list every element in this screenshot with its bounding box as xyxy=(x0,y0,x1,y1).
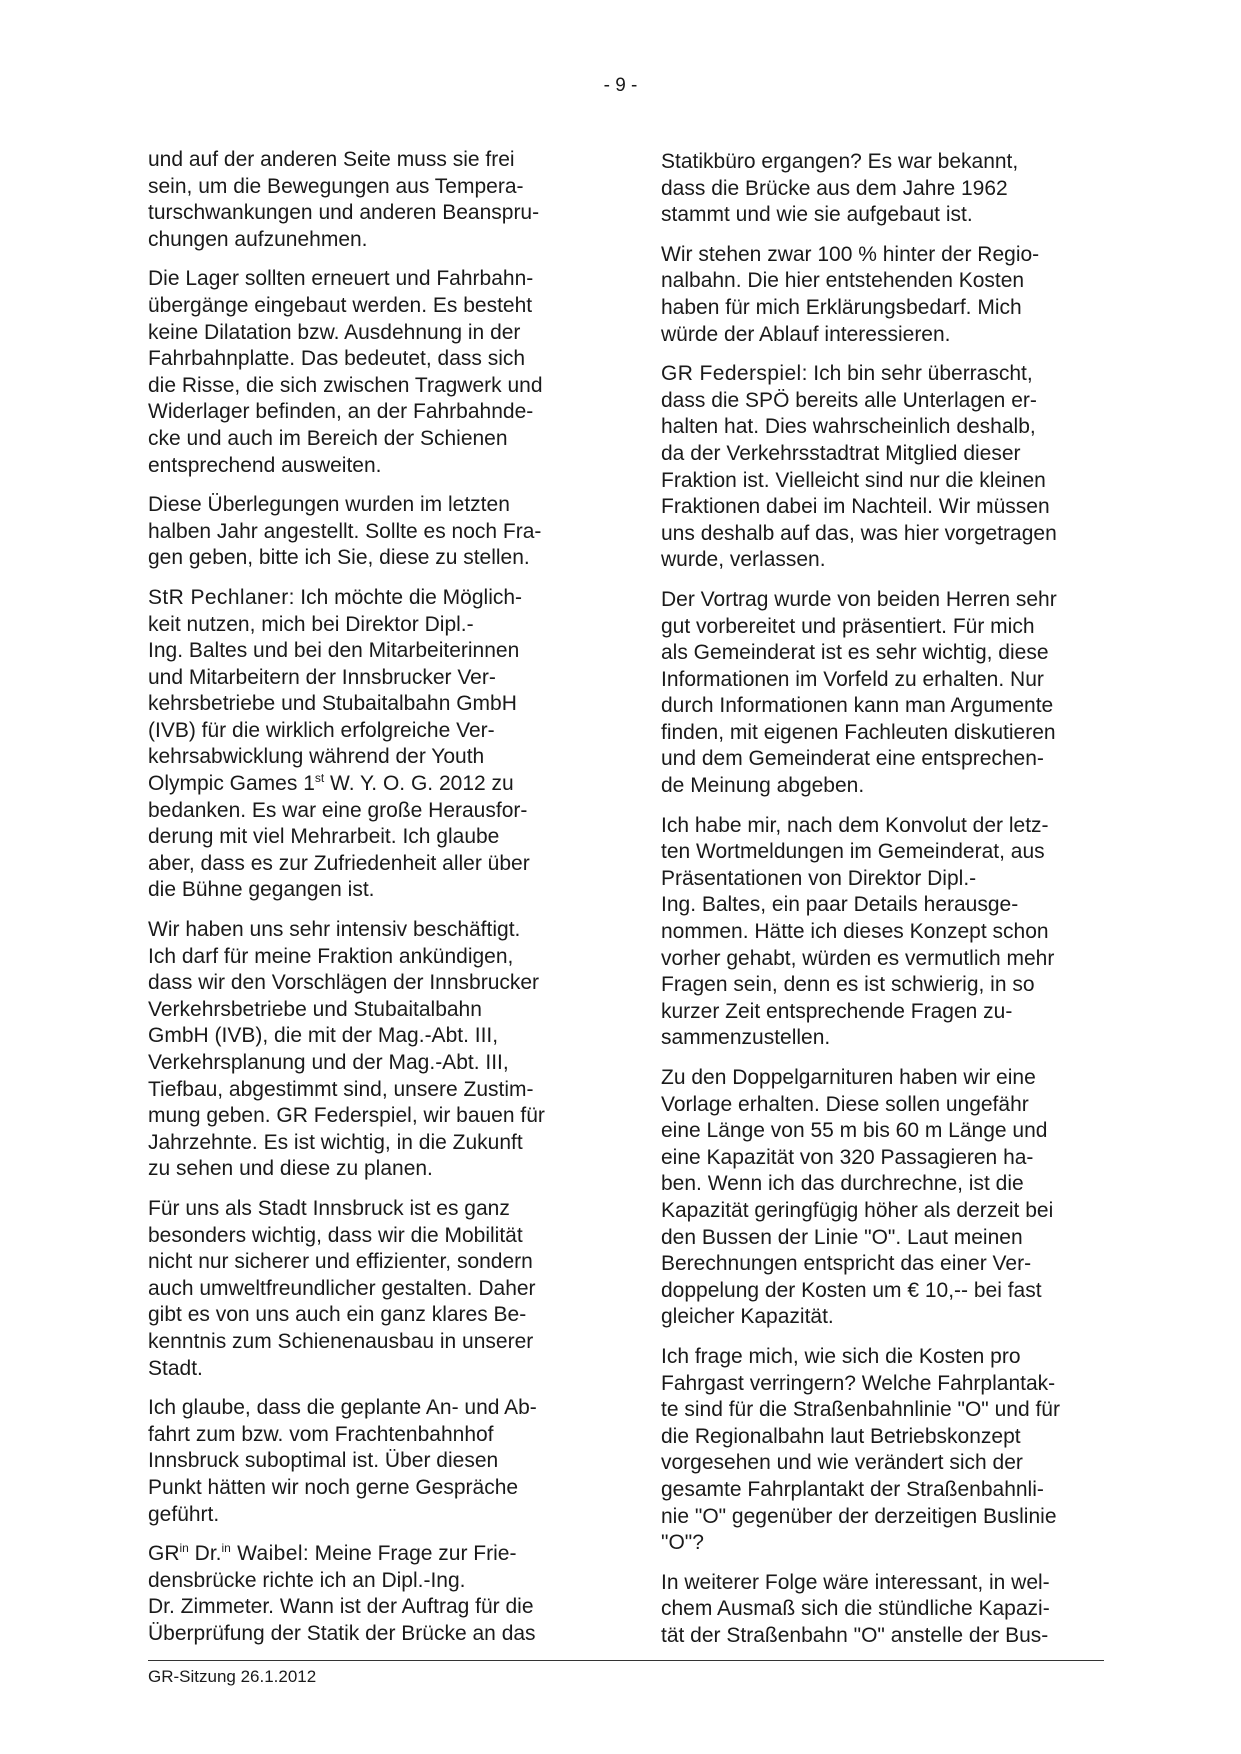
paragraph: Wir stehen zwar 100 % hinter der Regio- nalbahn. Die hier entstehenden Kosten haben für mich Erklärungsbedarf. Mich würde der Ablauf interessieren. xyxy=(661,242,1040,346)
superscript: in xyxy=(179,1541,189,1556)
paragraph: Ich glaube, dass die geplante An- und Ab- fahrt zum bzw. vom Frachtenbahnhof Innsbruck suboptimal ist. Über diesen Punkt hätten wir noch gerne Gespräche geführt. xyxy=(148,1396,537,1526)
speech-text: : Meine Frage zur Frie- densbrücke richte ich an Dipl.-Ing. Dr. Zimmeter. Wann ist der Auftrag für die Überprüfung der Statik der Brücke an das xyxy=(148,1542,536,1645)
speaker-name: StR Pechlaner xyxy=(148,585,289,609)
paragraph: Statikbüro ergangen? Es war bekannt, dass die Brücke aus dem Jahre 1962 stammt und wie sie aufgebaut ist. xyxy=(661,150,1019,227)
paragraph: und auf der anderen Seite muss sie frei sein, um die Bewegungen aus Tempera- turschwankungen und anderen Beanspru- chungen aufzunehmen. xyxy=(148,148,540,251)
speech-federspiel xyxy=(661,361,1101,574)
speech-text: : Ich möchte die Möglich- keit nutzen, mich bei Direktor Dipl.- Ing. Baltes und bei den Mitarbeiterinnen und Mitarbeitern der Innsbrucker Ver- kehrsbetriebe und Stubaitalbahn GmbH (IVB) für die wirklich erfolgreiche Ver- kehrsabwicklung während der Youth Olympic Games 1 xyxy=(148,585,523,796)
paragraph: In weiterer Folge wäre interessant, in wel- chem Ausmaß sich die stündliche Kapazi- tät der Straßenbahn "O" anstelle der Bus- xyxy=(661,1570,1050,1647)
paragraph: Wir haben uns sehr intensiv beschäftigt. Ich darf für meine Fraktion ankündigen, dass wir den Vorschlägen der Innsbrucker Verkehrsbetriebe und Stubaitalbahn GmbH (IVB), die mit der Mag.-Abt. III, Verkehrsplanung und der Mag.-Abt. III, Tiefbau, abgestimmt sind, unsere Zustim- mung geben. GR Federspiel, wir bauen für Jahrzehnte. Es ist wichtig, in die Zukunft zu sehen und diese zu planen. xyxy=(148,918,545,1181)
left-column xyxy=(148,147,588,1660)
speech-text: : Ich bin sehr überrascht, dass die SPÖ bereits alle Unterlagen er- halten hat. Dies wahrscheinlich deshalb, da der Verkehrsstadtrat Mitglied dieser Fraktion ist. Vielleicht sind nur die kleinen Fraktionen dabei im Nachteil. Wir müssen uns deshalb auf das, was hier vorgetragen wurde, verlassen. xyxy=(661,362,1057,572)
speech-text: W. Y. O. G. 2012 zu bedanken. Es war eine große Herausfor- derung mit viel Mehrarbeit. Ich glaube aber, dass es zur Zufriedenheit aller über die Bühne gegangen ist. xyxy=(148,772,530,902)
paragraph: Die Lager sollten erneuert und Fahrbahn- übergänge eingebaut werden. Es besteht keine Dilatation bzw. Ausdehnung in der Fahrbahnplatte. Das bedeutet, dass sich die Risse, die sich zwischen Tragwerk und Widerlager befinden, an der Fahrbahnde- cke und auch im Bereich der Schienen entsprechend ausweiten. xyxy=(148,267,543,477)
paragraph: Ich habe mir, nach dem Konvolut der letz- ten Wortmeldungen im Gemeinderat, aus Präsentationen von Direktor Dipl.- Ing. Baltes, ein paar Details herausge- nommen. Hätte ich dieses Konzept schon vorher gehabt, würden es vermutlich mehr Fragen sein, denn es ist schwierig, in so kurzer Zeit entsprechende Fragen zu- sammenzustellen. xyxy=(661,813,1055,1050)
paragraph: Zu den Doppelgarnituren haben wir eine Vorlage erhalten. Diese sollen ungefähr eine Länge von 55 m bis 60 m Länge und eine Kapazität von 320 Passagieren ha- ben. Wenn ich das durchrechne, ist die Kapazität geringfügig höher als derzeit bei den Bussen der Linie "O". Laut meinen Berechnungen entspricht das einer Ver- doppelung der Kosten um € 10,-- bei fast gleicher Kapazität. xyxy=(661,1066,1054,1329)
paragraph: Der Vortrag wurde von beiden Herren sehr gut vorbereitet und präsentiert. Für mich als Gemeinderat ist es sehr wichtig, diese Informationen im Vorfeld zu erhalten. Nur durch Informationen kann man Argumente finden, mit eigenen Fachleuten diskutieren und dem Gemeinderat eine entsprechen- de Meinung abgeben. xyxy=(661,587,1057,798)
title-gr: GR xyxy=(148,1542,180,1566)
superscript: st xyxy=(314,771,325,786)
speaker-name: Waibel xyxy=(230,1542,303,1566)
speech-pechlaner xyxy=(148,585,588,904)
speaker-name: GR Federspiel xyxy=(661,362,802,386)
superscript: in xyxy=(221,1541,231,1556)
footer-divider xyxy=(148,1660,1104,1661)
right-column xyxy=(661,147,1101,1662)
paragraph: Diese Überlegungen wurden im letzten halben Jahr angestellt. Sollte es noch Fra- gen geben, bitte ich Sie, diese zu stellen. xyxy=(148,493,542,570)
page-number: - 9 - xyxy=(603,75,638,96)
paragraph: Ich frage mich, wie sich die Kosten pro Fahrgast verringern? Welche Fahrplantak- te sind für die Straßenbahnlinie "O" und für die Regionalbahn laut Betriebskonzept vorgesehen und wie verändert sich der gesamte Fahrplantakt der Straßenbahnli- nie "O" gegenüber der derzeitigen Buslinie "O"? xyxy=(661,1344,1060,1555)
footer-text: GR-Sitzung 26.1.2012 xyxy=(148,1667,317,1686)
paragraph: Für uns als Stadt Innsbruck ist es ganz besonders wichtig, dass wir die Mobilität nicht nur sicherer und effizienter, sondern auch umweltfreundlicher gestalten. Daher gibt es von uns auch ein ganz klares Be- kenntnis zum Schienenausbau in unserer Stadt. xyxy=(148,1196,536,1380)
title-dr: Dr. xyxy=(188,1542,222,1566)
speech-waibel xyxy=(148,1541,588,1647)
